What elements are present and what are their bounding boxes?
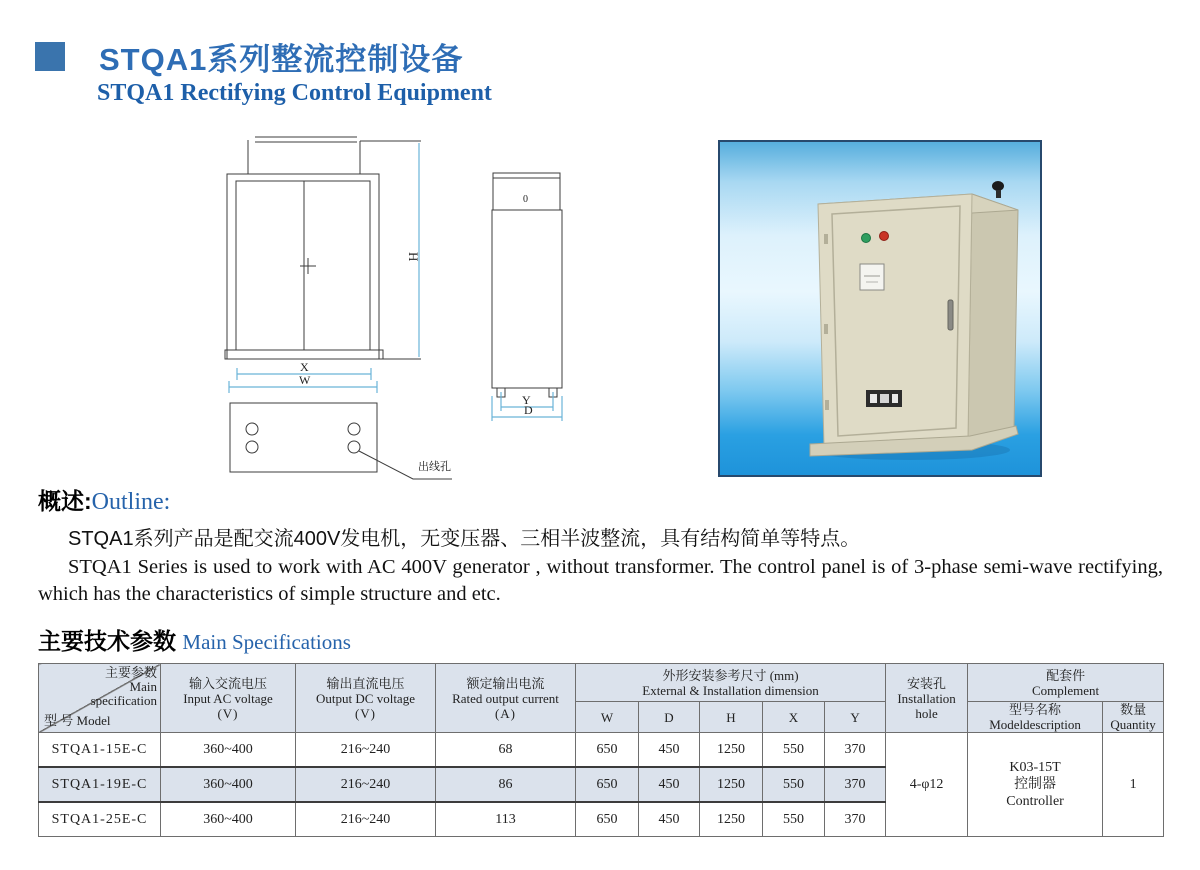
header-dim-x: X: [763, 702, 825, 733]
header-dim-w: W: [576, 702, 639, 733]
cell-quantity: 1: [1103, 733, 1164, 837]
cell-input: 360~400: [161, 767, 296, 802]
header-complement-group: 配套件 Complement: [968, 664, 1164, 702]
header-output-dc-voltage: 输出直流电压 Output DC voltage (V): [296, 664, 436, 733]
dimension-drawing: [180, 130, 680, 490]
cell-x: 550: [763, 802, 825, 837]
cell-w: 650: [576, 802, 639, 837]
cell-d: 450: [639, 733, 700, 768]
cell-output: 216~240: [296, 733, 436, 768]
cell-rated: 113: [436, 802, 576, 837]
side-view-outline: [492, 210, 562, 388]
mounting-hole: [246, 423, 258, 435]
top-knob: [992, 181, 1004, 191]
cell-h: 1250: [700, 767, 763, 802]
outline-paragraph-cn: STQA1系列产品是配交流400V发电机，无变压器、三相半波整流，具有结构简单等特点。: [68, 528, 861, 550]
outline-heading-en: Outline:: [91, 489, 171, 515]
green-indicator-light: [862, 234, 871, 243]
outlet-hole: [348, 441, 360, 453]
cell-rated: 86: [436, 767, 576, 802]
cell-x: 550: [763, 733, 825, 768]
dim-label-x: X: [300, 360, 309, 374]
header-dim-h: H: [700, 702, 763, 733]
cabinet-illustration: [720, 142, 1040, 475]
side-top-label: 0: [523, 194, 528, 205]
header-dimension-group: 外形安装参考尺寸 (mm) External & Installation dimension: [576, 664, 886, 702]
cell-output: 216~240: [296, 802, 436, 837]
cell-installation-hole: 4-φ12: [886, 733, 968, 837]
product-photo: [718, 140, 1042, 477]
corner-header-cell: [39, 664, 161, 733]
cell-w: 650: [576, 733, 639, 768]
specs-heading-cn: 主要技术参数: [38, 628, 176, 654]
header-quantity: 数量 Quantity: [1103, 702, 1164, 733]
specifications-table: [38, 663, 1164, 837]
panel-meter: [860, 264, 884, 290]
corner-top-label: 主要参数Main specification: [90, 665, 157, 708]
cell-w: 650: [576, 767, 639, 802]
cell-model-description: K03-15T 控制器 Controller: [968, 733, 1103, 837]
mounting-hole: [348, 423, 360, 435]
page-title-cn: STQA1系列整流控制设备: [99, 42, 464, 77]
specs-heading-en: Main Specifications: [182, 630, 351, 654]
outline-heading: [38, 486, 170, 517]
cell-d: 450: [639, 767, 700, 802]
door-handle: [948, 300, 953, 330]
table-row: [39, 733, 1164, 768]
cell-input: 360~400: [161, 733, 296, 768]
dim-label-w: W: [299, 373, 311, 387]
specs-heading: [38, 626, 351, 657]
header-model-description: 型号名称 Modeldescription: [968, 702, 1103, 733]
corner-bottom-label: 型 号 Model: [44, 713, 111, 728]
cell-h: 1250: [700, 802, 763, 837]
dim-label-h: H: [406, 252, 421, 262]
red-indicator-light: [880, 232, 889, 241]
brand-square-icon: [35, 42, 65, 71]
cell-y: 370: [825, 767, 886, 802]
cell-d: 450: [639, 802, 700, 837]
cell-y: 370: [825, 802, 886, 837]
cell-h: 1250: [700, 733, 763, 768]
dim-label-d: D: [524, 403, 533, 417]
cell-output: 216~240: [296, 767, 436, 802]
header-installation-hole: 安装孔 Installation hole: [886, 664, 968, 733]
header-rated-output-current: 额定输出电流 Rated output current (A): [436, 664, 576, 733]
cell-x: 550: [763, 767, 825, 802]
bottom-view-outline: [230, 403, 377, 472]
outlet-hole-label: 出线孔: [418, 461, 451, 473]
header-input-ac-voltage: 输入交流电压 Input AC voltage (V): [161, 664, 296, 733]
header-dim-y: Y: [825, 702, 886, 733]
cell-model: STQA1-19E-C: [39, 767, 161, 802]
cell-y: 370: [825, 733, 886, 768]
mounting-hole: [246, 441, 258, 453]
outline-paragraph-en: STQA1 Series is used to work with AC 400V generator , without transformer. The control panel is of 3-phase semi-wave rectifying, which has the characteristics of simple structure and etc.: [38, 556, 1163, 605]
dim-label-y: Y: [522, 393, 531, 407]
page-title-en: STQA1 Rectifying Control Equipment: [97, 80, 492, 106]
header-dim-d: D: [639, 702, 700, 733]
cell-model: STQA1-25E-C: [39, 802, 161, 837]
cell-input: 360~400: [161, 802, 296, 837]
cabinet-side-panel: [968, 194, 1018, 438]
cell-rated: 68: [436, 733, 576, 768]
cell-model: STQA1-15E-C: [39, 733, 161, 768]
outline-heading-cn: 概述:: [38, 488, 92, 514]
